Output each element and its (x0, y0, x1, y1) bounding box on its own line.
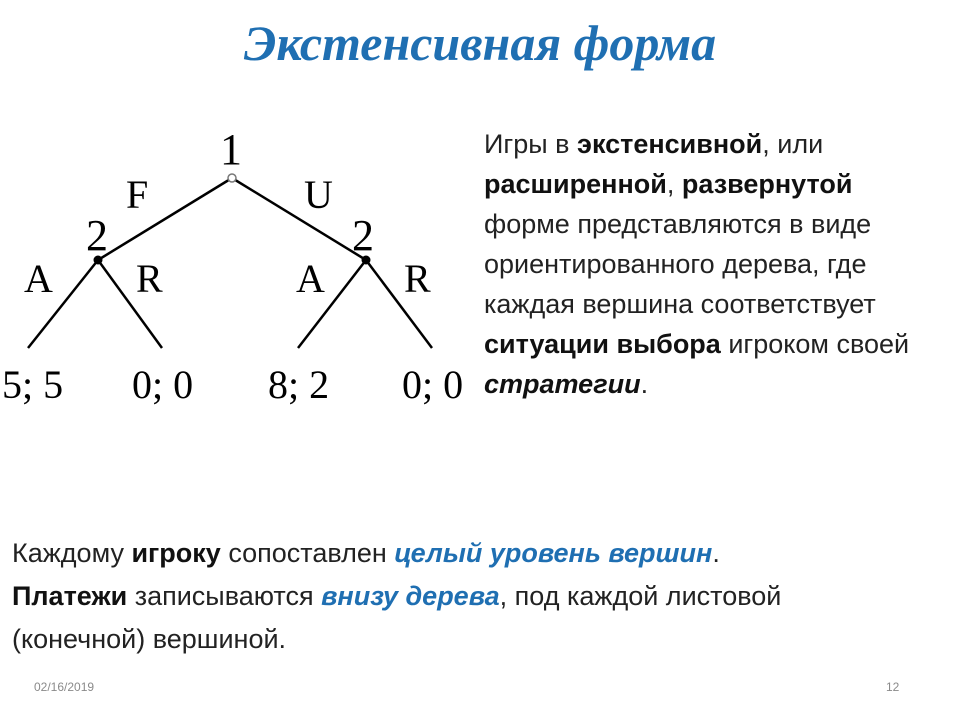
term-unfolded: развернутой (681, 169, 853, 199)
term-extensive: экстенсивной (577, 129, 763, 159)
move-label-left-a: A (24, 256, 53, 301)
move-label-right-r: R (404, 256, 431, 301)
move-label-right-a: A (296, 256, 325, 301)
text-run: , (666, 169, 682, 199)
definition-paragraph (484, 124, 944, 404)
text-run: форме представляются в виде ориентированного дерева, где каждая вершина соответствует (484, 209, 876, 319)
text-run: записываются (127, 581, 322, 611)
text-run: Каждому (12, 538, 132, 568)
text-run: . (640, 369, 649, 399)
highlight-level: целый уровень вершин (394, 538, 713, 568)
payoff-leaf-4: 0; 0 (402, 362, 464, 407)
page-number: 12 (886, 680, 900, 694)
payoff-leaf-3: 8; 2 (268, 362, 330, 407)
term-payoffs: Платежи (12, 581, 128, 611)
text-run: игроком своей (720, 329, 910, 359)
bottom-paragraph (12, 532, 912, 661)
right-player-label: 2 (352, 211, 374, 260)
term-player: игроку (131, 538, 221, 568)
left-player-label: 2 (86, 211, 108, 260)
highlight-tree-bottom: внизу дерева (321, 581, 500, 611)
term-expanded: расширенной (484, 169, 667, 199)
text-run: Игры в (484, 129, 578, 159)
term-strategy: стратегии (484, 369, 641, 399)
text-run: сопоставлен (220, 538, 395, 568)
payoff-leaf-1: 5; 5 (2, 362, 64, 407)
term-choice-situation: ситуации выбора (484, 329, 721, 359)
edge-root-left (98, 178, 232, 260)
payoff-leaf-2: 0; 0 (132, 362, 194, 407)
text-run: . (712, 538, 720, 568)
text-run: , под каждой листовой (конечной) вершиной. (12, 581, 782, 654)
edge-root-right (232, 178, 366, 260)
root-player-label: 1 (220, 125, 242, 174)
game-tree-diagram (0, 120, 470, 440)
text-run: , или (762, 129, 824, 159)
footer-date: 02/16/2019 (34, 680, 95, 694)
root-node (228, 174, 236, 182)
slide-title: Экстенсивная форма (243, 15, 717, 71)
move-label-f: F (126, 172, 149, 217)
move-label-u: U (304, 172, 333, 217)
move-label-left-r: R (136, 256, 163, 301)
